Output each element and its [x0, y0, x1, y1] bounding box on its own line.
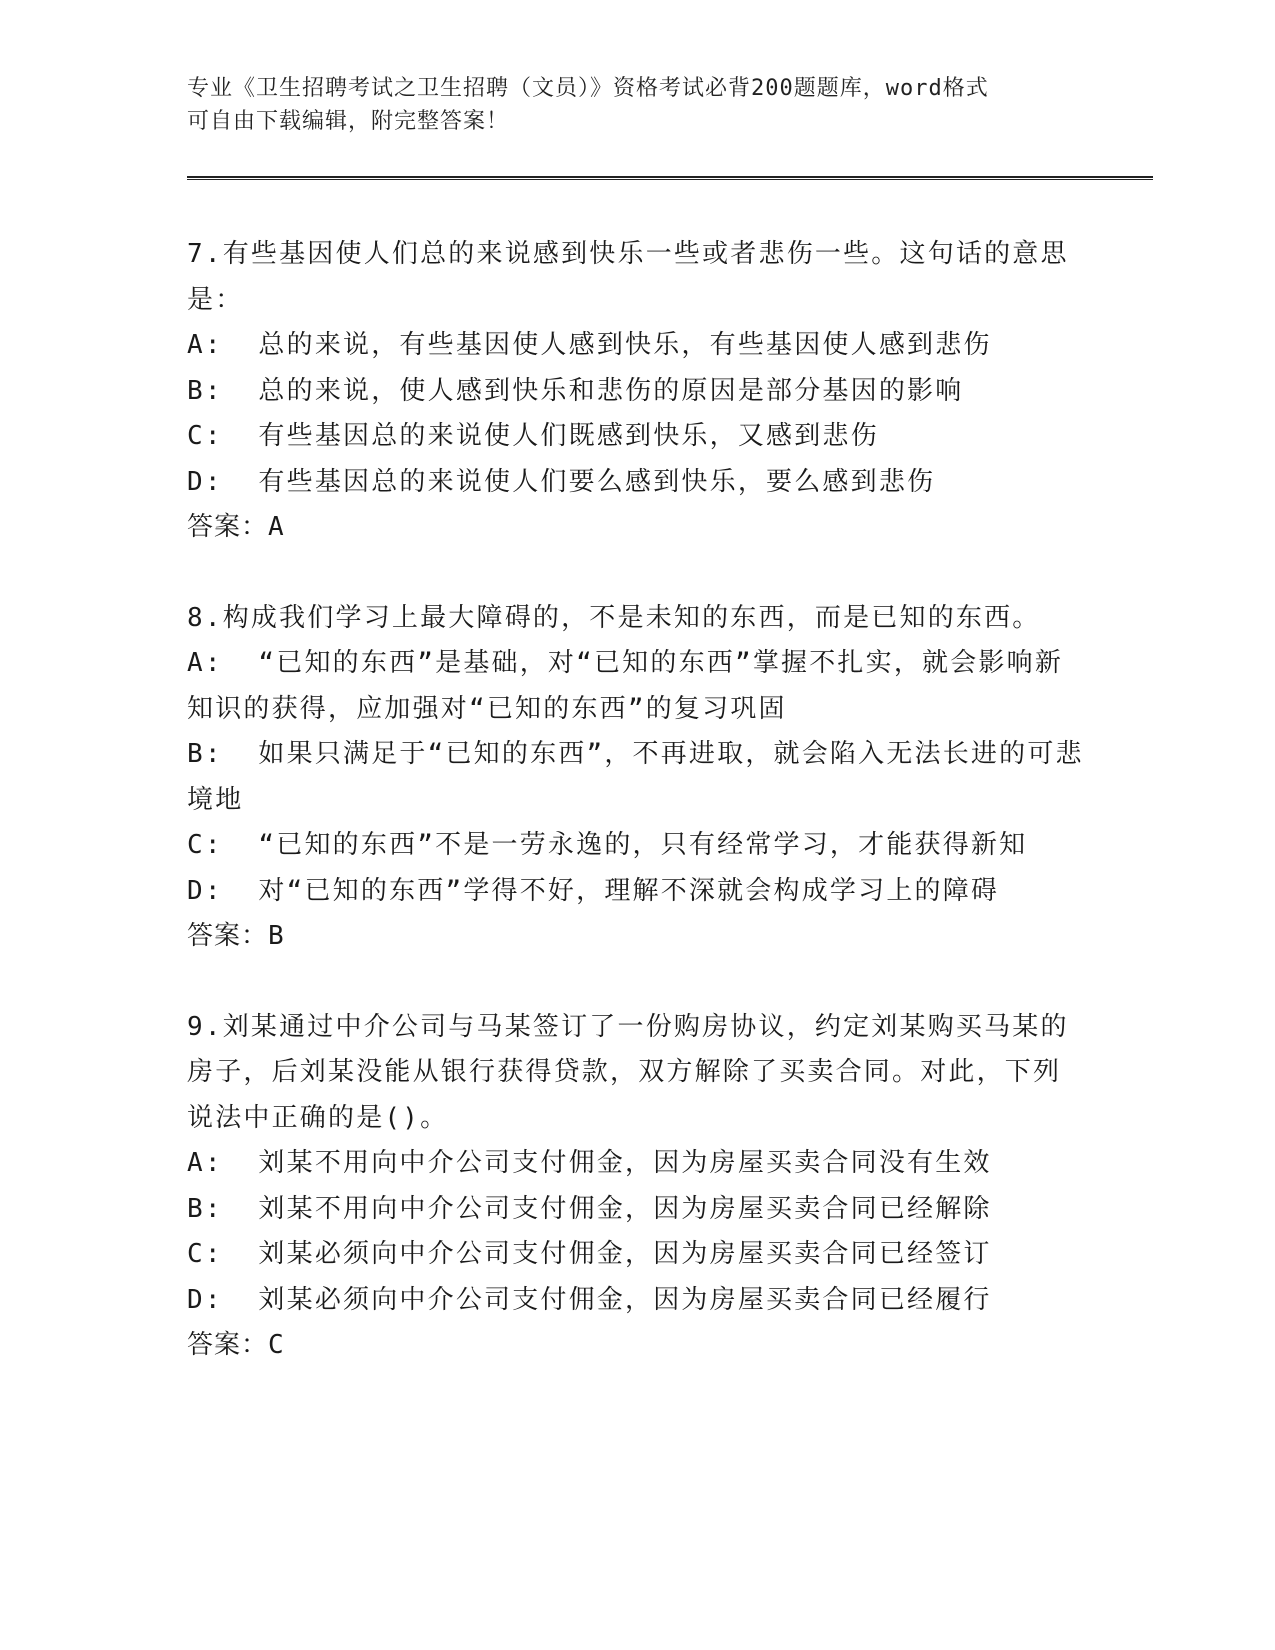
- option-c: C: 刘某必须向中介公司支付佣金，因为房屋买卖合同已经签订: [187, 1239, 992, 1269]
- question-list: [187, 232, 1087, 1369]
- option-a: A: 刘某不用向中介公司支付佣金，因为房屋买卖合同没有生效: [187, 1148, 992, 1178]
- question-8: [187, 596, 1087, 960]
- answer-line: [187, 505, 1087, 551]
- header-divider: [187, 176, 1153, 180]
- answer-value: A: [268, 512, 285, 542]
- option-b: B: 刘某不用向中介公司支付佣金，因为房屋买卖合同已经解除: [187, 1193, 992, 1224]
- option-c: C: “已知的东西”不是一劳永逸的，只有经常学习，才能获得新知: [187, 830, 1028, 860]
- answer-value: C: [268, 1330, 285, 1360]
- option-c: C: 有些基因总的来说使人们既感到快乐，又感到悲伤: [187, 421, 879, 451]
- header-line-1: 专业《卫生招聘考试之卫生招聘（文员）》资格考试必背200题题库，word格式: [187, 76, 989, 101]
- option-b: B: 总的来说，使人感到快乐和悲伤的原因是部分基因的影响: [187, 375, 964, 406]
- answer-line: [187, 1323, 1087, 1369]
- option-d: D: 有些基因总的来说使人们要么感到快乐，要么感到悲伤: [187, 466, 936, 497]
- question-text: 9.刘某通过中介公司与马某签订了一份购房协议，约定刘某购买马某的房子，后刘某没能从银行获得贷款，双方解除了买卖合同。对此，下列说法中正确的是()。: [187, 1011, 1069, 1133]
- answer-value: B: [268, 921, 285, 951]
- header-line-2: 可自由下载编辑，附完整答案！: [187, 109, 510, 134]
- answer-line: [187, 914, 1087, 960]
- question-9: [187, 1005, 1087, 1369]
- option-d: D: 对“已知的东西”学得不好，理解不深就会构成学习上的障碍: [187, 875, 1000, 906]
- question-text: 7.有些基因使人们总的来说感到快乐一些或者悲伤一些。这句话的意思是：: [187, 239, 1069, 315]
- option-a: A: “已知的东西”是基础，对“已知的东西”掌握不扎实，就会影响新知识的获得，应加强对“已知的东西”的复习巩固: [187, 648, 1064, 724]
- answer-label: 答案：: [187, 1330, 269, 1360]
- question-text: 8.构成我们学习上最大障碍的，不是未知的东西，而是已知的东西。: [187, 602, 1041, 633]
- document-header: [187, 72, 1067, 138]
- answer-label: 答案：: [187, 921, 269, 951]
- answer-label: 答案：: [187, 512, 269, 542]
- option-a: A: 总的来说，有些基因使人感到快乐，有些基因使人感到悲伤: [187, 330, 992, 360]
- option-b: B: 如果只满足于“已知的东西”，不再进取，就会陷入无法长进的可悲境地: [187, 739, 1084, 815]
- question-7: [187, 232, 1087, 551]
- option-d: D: 刘某必须向中介公司支付佣金，因为房屋买卖合同已经履行: [187, 1284, 992, 1315]
